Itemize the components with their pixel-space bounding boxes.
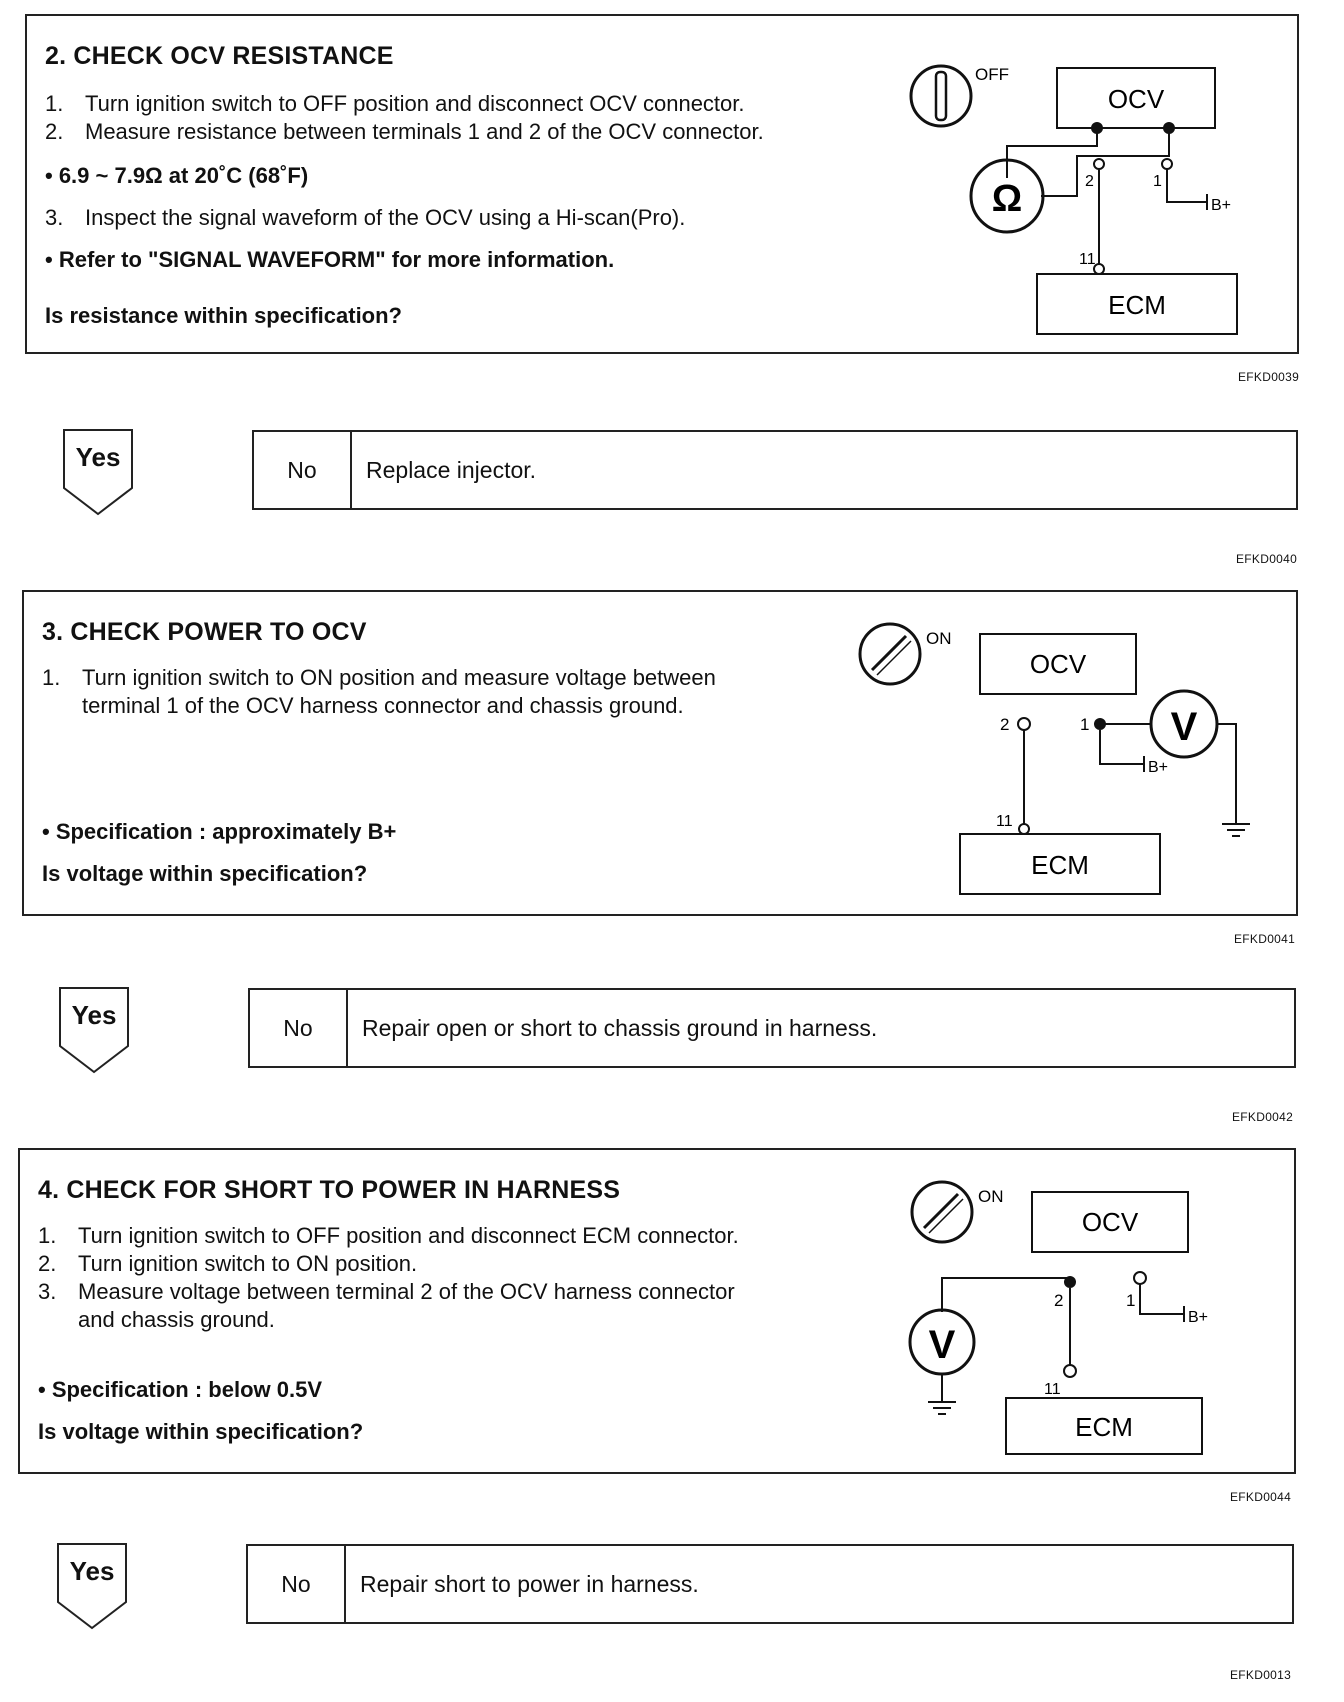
svg-text:Ω: Ω [991, 178, 1023, 220]
result3-figure-code: EFKD0042 [1232, 1110, 1294, 1124]
svg-text:V: V [1170, 705, 1198, 749]
step3-figure-code: EFKD0041 [1234, 932, 1296, 946]
ecm-label: ECM [1031, 850, 1089, 880]
ecm-pin-label: 11 [1079, 251, 1096, 268]
ground-icon [928, 1402, 956, 1414]
switch-position-label: ON [926, 629, 952, 648]
step2-item-1: 1. Turn ignition switch to OFF position and disconnect OCV connector. [45, 91, 745, 116]
pin-1-label: 1 [1126, 1291, 1136, 1310]
ocv-label: OCV [1029, 649, 1087, 679]
step2-panel [25, 14, 1299, 354]
pin-2-label: 2 [1054, 1291, 1064, 1310]
step2-item-3: 3. Inspect the signal waveform of the OCV using a Hi-scan(Pro). [45, 205, 686, 230]
ocv-label: OCV [1107, 84, 1165, 114]
action-text: Replace injector. [366, 456, 537, 483]
step2-refer-note: • Refer to "SIGNAL WAVEFORM" for more information. [45, 247, 615, 272]
pin-2-label: 2 [1000, 715, 1010, 734]
no-result-4 [246, 1544, 1294, 1624]
ecm-label: ECM [1108, 290, 1166, 320]
pin-1-label: 1 [1153, 173, 1162, 190]
ground-icon [1222, 824, 1250, 836]
yes-arrow-2[interactable]: Yes [60, 426, 136, 518]
step2-title: 2. CHECK OCV RESISTANCE [45, 42, 394, 70]
step2-figure-code: EFKD0039 [1238, 370, 1300, 384]
step4-circuit-diagram [890, 1166, 1270, 1466]
step2-spec: • 6.9 ~ 7.9Ω at 20˚C (68˚F) [45, 163, 309, 188]
result4-figure-code: EFKD0013 [1230, 1668, 1292, 1682]
step3-spec: • Specification : approximately B+ [42, 819, 397, 844]
step3-panel [22, 590, 1298, 916]
step4-panel [18, 1148, 1296, 1474]
step4-item-1: 1. Turn ignition switch to OFF position and disconnect ECM connector. [38, 1223, 739, 1248]
step2-item-2: 2. Measure resistance between terminals 1 and 2 of the OCV connector. [45, 119, 764, 144]
step4-question: Is voltage within specification? [38, 1419, 364, 1444]
step4-figure-code: EFKD0044 [1230, 1490, 1292, 1504]
step3-item-1-cont: terminal 1 of the OCV harness connector and chassis ground. [82, 693, 684, 718]
ecm-label: ECM [1075, 1412, 1133, 1442]
supply-label: B+ [1211, 197, 1232, 214]
action-text: Repair open or short to chassis ground in harness. [362, 1014, 878, 1041]
step2-question: Is resistance within specification? [45, 303, 402, 328]
step4-spec: • Specification : below 0.5V [38, 1377, 322, 1402]
no-result-3 [248, 988, 1296, 1068]
step4-item-3: 3. Measure voltage between terminal 2 of the OCV harness connector [38, 1279, 735, 1304]
ignition-switch-icon [860, 624, 920, 684]
step4-title: 4. CHECK FOR SHORT TO POWER IN HARNESS [38, 1176, 621, 1204]
step4-item-2: 2. Turn ignition switch to ON position. [38, 1251, 418, 1276]
supply-label: B+ [1148, 759, 1169, 776]
step2-circuit-diagram [907, 36, 1267, 346]
no-label: No [248, 1546, 346, 1622]
ignition-switch-icon [912, 1182, 972, 1242]
yes-arrow-3[interactable]: Yes [56, 984, 132, 1076]
step3-question: Is voltage within specification? [42, 861, 368, 886]
ignition-switch-icon [911, 66, 971, 126]
action-text: Repair short to power in harness. [360, 1570, 699, 1597]
no-result-2 [252, 430, 1298, 510]
voltmeter-icon [910, 1310, 974, 1374]
no-label: No [254, 432, 352, 508]
supply-label: B+ [1188, 1309, 1209, 1326]
switch-position-label: ON [978, 1187, 1004, 1206]
result2-figure-code: EFKD0040 [1236, 552, 1298, 566]
step4-item-3-cont: and chassis ground. [78, 1307, 275, 1332]
ecm-pin-label: 11 [1044, 1381, 1061, 1398]
ecm-pin-label: 11 [996, 813, 1013, 830]
pin-1-label: 1 [1080, 715, 1090, 734]
step3-circuit-diagram [844, 608, 1264, 904]
no-label: No [250, 990, 348, 1066]
step3-title: 3. CHECK POWER TO OCV [42, 618, 367, 646]
switch-position-label: OFF [975, 65, 1009, 84]
ocv-label: OCV [1081, 1207, 1139, 1237]
yes-arrow-4[interactable]: Yes [54, 1540, 130, 1632]
pin-2-label: 2 [1085, 173, 1094, 190]
voltmeter-icon [1151, 691, 1217, 757]
svg-text:V: V [928, 1323, 956, 1367]
step3-item-1: 1. Turn ignition switch to ON position and measure voltage between [42, 665, 716, 690]
